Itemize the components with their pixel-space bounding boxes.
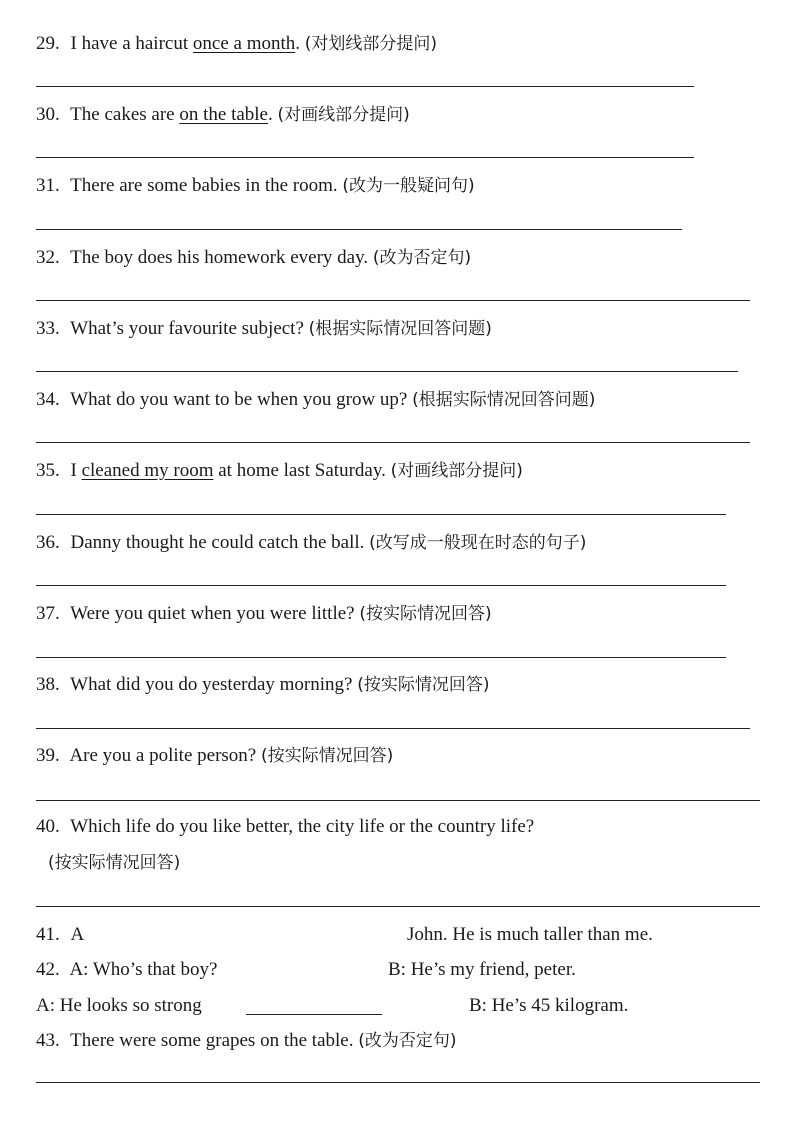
answer-line[interactable] <box>36 657 726 658</box>
instruction-note: (对划线部分提问) <box>304 34 438 54</box>
question-40 <box>36 815 534 839</box>
instruction-note: (按实际情况回答) <box>48 853 181 873</box>
dialogue-b: B: He’s my friend, peter. <box>388 959 576 980</box>
answer-line[interactable] <box>36 157 694 158</box>
question-41-sentence <box>407 923 653 947</box>
question-text: John. He is much taller than me. <box>407 924 653 945</box>
question-number: 31. <box>36 175 60 196</box>
underlined-phrase: once a month <box>192 33 296 54</box>
question-text: What do you want to be when you grow up? <box>70 389 413 410</box>
question-text: Danny thought he could catch the ball. <box>70 532 370 553</box>
question-42 <box>36 958 217 982</box>
question-number: 30. <box>36 104 60 125</box>
instruction-note: (改为否定句) <box>372 248 472 268</box>
question-text: Are you a polite person? <box>69 745 261 766</box>
question-number: 32. <box>36 247 60 268</box>
instruction-note: (根据实际情况回答问题) <box>412 390 596 410</box>
question-number: 43. <box>36 1030 60 1051</box>
dialogue-a2: A: He looks so strong <box>36 995 202 1016</box>
question-38 <box>36 673 489 697</box>
instruction-note: (改为否定句) <box>358 1031 457 1051</box>
question-text: The boy does his homework every day. <box>70 247 373 268</box>
answer-line[interactable] <box>36 514 726 515</box>
question-42-reply <box>388 958 576 982</box>
answer-line[interactable] <box>36 1082 760 1083</box>
dialogue-b2: B: He’s 45 kilogram. <box>469 995 629 1016</box>
question-text: There are some babies in the room. <box>70 175 343 196</box>
answer-line[interactable] <box>36 229 682 230</box>
question-number: 40. <box>36 816 60 837</box>
instruction-note: (改为一般疑问句) <box>342 176 475 196</box>
question-number: 33. <box>36 318 60 339</box>
question-text: What’s your favourite subject? <box>70 318 309 339</box>
question-29 <box>36 32 437 56</box>
question-42-line2 <box>36 994 202 1018</box>
fill-blank[interactable] <box>246 1014 382 1015</box>
question-37 <box>36 602 492 626</box>
question-number: 41. <box>36 924 60 945</box>
question-text-end: . <box>295 33 305 54</box>
answer-line[interactable] <box>36 371 738 372</box>
underlined-phrase: on the table <box>179 104 268 125</box>
question-31 <box>36 174 475 198</box>
answer-line[interactable] <box>36 728 750 729</box>
question-43 <box>36 1029 456 1053</box>
question-text: I <box>70 460 82 481</box>
question-text-end: . <box>268 104 278 125</box>
question-39 <box>36 744 393 768</box>
question-text-end: at home last Saturday. <box>213 460 391 481</box>
question-text: What did you do yesterday morning? <box>70 674 358 695</box>
question-text: There were some grapes on the table. <box>70 1030 359 1051</box>
dialogue-a: A: Who’s that boy? <box>69 959 218 980</box>
instruction-note: (根据实际情况回答问题) <box>308 319 492 339</box>
question-35 <box>36 459 523 483</box>
answer-line[interactable] <box>36 300 750 301</box>
instruction-note: (按实际情况回答) <box>359 604 492 624</box>
question-number: 38. <box>36 674 60 695</box>
instruction-note: (按实际情况回答) <box>260 746 394 766</box>
instruction-note: (改写成一般现在时态的句子) <box>369 533 587 553</box>
instruction-note: (按实际情况回答) <box>357 675 490 695</box>
question-number: 29. <box>36 33 60 54</box>
question-text: The cakes are <box>70 104 180 125</box>
instruction-note: (对画线部分提问) <box>390 461 523 481</box>
instruction-note: (对画线部分提问) <box>277 105 410 125</box>
answer-line[interactable] <box>36 585 726 586</box>
question-32 <box>36 246 471 270</box>
question-34 <box>36 388 595 412</box>
question-text: Which life do you like better, the city life or the country life? <box>70 816 535 837</box>
answer-line[interactable] <box>36 800 760 801</box>
question-number: 37. <box>36 603 60 624</box>
underlined-phrase: cleaned my room <box>81 460 214 481</box>
question-number: 39. <box>36 745 60 766</box>
partial-letter: A <box>70 924 85 945</box>
question-text: I have a haircut <box>70 33 193 54</box>
question-41 <box>36 923 85 947</box>
question-33 <box>36 317 492 341</box>
question-number: 35. <box>36 460 60 481</box>
question-40-note <box>48 851 180 875</box>
answer-line[interactable] <box>36 86 694 87</box>
question-number: 34. <box>36 389 60 410</box>
question-42-reply2 <box>469 994 628 1018</box>
question-text: Were you quiet when you were little? <box>70 603 360 624</box>
question-number: 42. <box>36 959 60 980</box>
answer-line[interactable] <box>36 442 750 443</box>
question-number: 36. <box>36 532 60 553</box>
question-30 <box>36 103 410 127</box>
answer-line[interactable] <box>36 906 760 907</box>
question-36 <box>36 531 586 555</box>
